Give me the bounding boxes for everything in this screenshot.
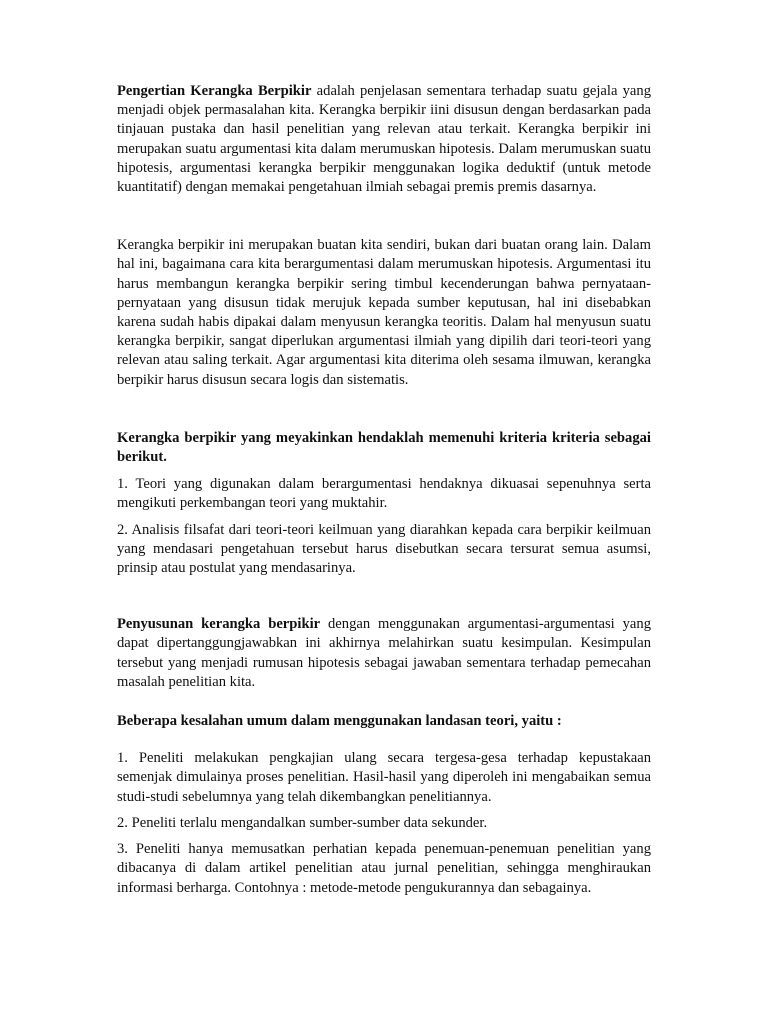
error-item: 1. Peneliti melakukan pengkajian ulang secara tergesa-gesa terhadap kepustakaan semenjak dimulainya proses penelitian. Hasil-hasil yang diperoleh ini mengabaikan semua studi-studi sebelumnya yang telah dikembangkan penelitiannya. bbox=[117, 750, 651, 805]
paragraph-definition bbox=[117, 82, 651, 197]
error-item: 2. Peneliti terlalu mengandalkan sumber-sumber data sekunder. bbox=[117, 814, 488, 831]
term-kerangka-berpikir: Pengertian Kerangka Berpikir bbox=[117, 83, 312, 99]
paragraph-argumentation: Kerangka berpikir ini merupakan buatan kita sendiri, bukan dari buatan orang lain. Dalam hal ini, bagaimana cara kita berargumentasi dalam merumuskan hipotesis. Argumentasi itu harus membangun kerangka berpikir sering timbul kecenderungan bahwa pernyataan-pernyataan yang disusun tidak merujuk kepada sumber keputusan, hal ini disebabkan karena sudah habis dipakai dalam menyusun kerangka teoritis. Dalam hal menyusun suatu kerangka berpikir, sangat diperlukan argumentasi ilmiah yang dipilih dari teori-teori yang relevan atau saling terkait. Agar argumentasi kita diterima oleh sesama ilmuwan, kerangka berpikir harus disusun secara logis dan sistematis. bbox=[117, 237, 651, 388]
paragraph-penyusunan-text: dengan menggunakan argumentasi-argumentasi yang dapat dipertanggungjawabkan ini akhirnya melahirkan suatu kesimpulan. Kesimpulan tersebut yang menjadi rumusan hipotesis sebagai jawaban sementara terhadap pemecahan masalah penelitian kita. bbox=[117, 616, 651, 690]
error-item: 3. Peneliti hanya memusatkan perhatian kepada penemuan-penemuan penelitian yang dibacanya di dalam artikel penelitian atau jurnal penelitian, sehingga menghiraukan informasi berharga. Contohnya : metode-metode pengukurannya dan sebagainya. bbox=[117, 841, 651, 896]
criteria-heading: Kerangka berpikir yang meyakinkan hendaklah memenuhi kriteria kriteria sebagai berikut. bbox=[117, 429, 651, 466]
criteria-item: 1. Teori yang digunakan dalam berargumentasi hendaknya dikuasai sepenuhnya serta mengikuti perkembangan teori yang muktahir. bbox=[117, 476, 651, 512]
document-page bbox=[117, 82, 651, 905]
term-penyusunan: Penyusunan kerangka berpikir bbox=[117, 616, 321, 633]
paragraph-penyusunan bbox=[117, 615, 651, 692]
criteria-item: 2. Analisis filsafat dari teori-teori keilmuan yang diarahkan kepada cara berpikir keilmuan yang mendasari pengetahuan tersebut harus disebutkan secara tersurat semua asumsi, prinsip atau postulat yang mendasarinya. bbox=[117, 521, 651, 577]
paragraph-definition-text: adalah penjelasan sementara terhadap suatu gejala yang menjadi objek permasalahan kita. Kerangka berpikir iini disusun dengan berdasarkan pada tinjauan pustaka dan hasil penelitian yang relevan atau terkait. Kerangka berpikir ini merupakan suatu argumentasi kita dalam merumuskan hipotesis. Dalam merumuskan suatu hipotesis, argumentasi kerangka berpikir menggunakan logika deduktif (untuk metode kuantitatif) dengan memakai pengetahuan ilmiah sebagai premis premis dasarnya. bbox=[117, 83, 651, 196]
errors-heading: Beberapa kesalahan umum dalam menggunakan landasan teori, yaitu : bbox=[117, 713, 562, 730]
